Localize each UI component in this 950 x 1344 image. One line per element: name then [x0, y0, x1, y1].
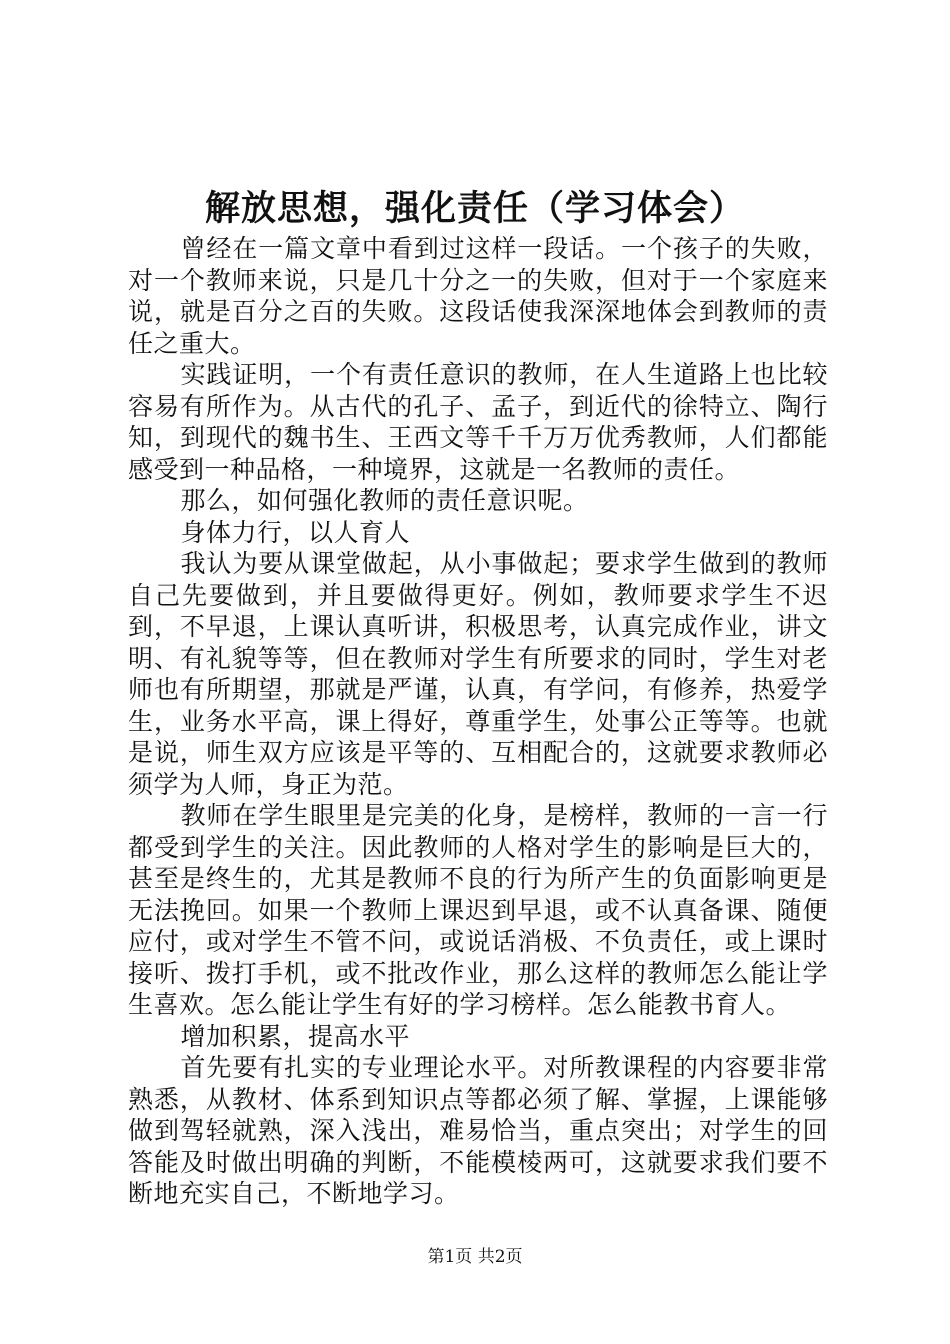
paragraph: 我认为要从课堂做起，从小事做起；要求学生做到的教师自己先要做到，并且要做得更好。例如，教师要求学生不迟到，不早退，上课认真听讲，积极思考，认真完成作业，讲文明、有礼貌等等，但在教师对学生有所要求的同时，学生对老师也有所期望，那就是严谨，认真，有学问，有修养，热爱学生，业务水平高，课上得好，尊重学生，处事公正等等。也就是说，师生双方应该是平等的、互相配合的，这就要求教师必须学为人师，身正为范。: [128, 549, 828, 799]
paragraph: 实践证明，一个有责任意识的教师，在人生道路上也比较容易有所作为。从古代的孔子、孟子，到近代的徐特立、陶行知，到现代的魏书生、王西文等千千万万优秀教师，人们都能感受到一种品格，一种境界，这就是一名教师的责任。: [128, 360, 828, 484]
document-body: [128, 233, 828, 1210]
paragraph: 那么，如何强化教师的责任意识呢。: [180, 486, 589, 515]
paragraph: 曾经在一篇文章中看到过这样一段话。一个孩子的失败，对一个教师来说，只是几十分之一的失败，但对于一个家庭来说，就是百分之百的失败。这段话使我深深地体会到教师的责任之重大。: [128, 234, 828, 358]
document-title: 解放思想，强化责任（学习体会）: [204, 188, 745, 229]
paragraph: 教师在学生眼里是完美的化身，是榜样，教师的一言一行都受到学生的关注。因此教师的人格对学生的影响是巨大的，甚至是终生的，尤其是教师不良的行为所产生的负面影响更是无法挽回。如果一个教师上课迟到早退，或不认真备课、随便应付，或对学生不管不问，或说话消极、不负责任，或上课时接听、拨打手机，或不批改作业，那么这样的教师怎么能让学生喜欢。怎么能让学生有好的学习榜样。怎么能教书育人。: [128, 801, 828, 1019]
section-heading: 增加积累，提高水平: [180, 1021, 411, 1051]
page-number-footer: 第1页 共2页: [427, 1247, 523, 1267]
paragraph: 首先要有扎实的专业理论水平。对所教课程的内容要非常熟悉，从教材、体系到知识点等都必须了解、掌握，上课能够做到驾轻就熟，深入浅出，难易恰当，重点突出；对学生的回答能及时做出明确的判断，不能模棱两可，这就要求我们要不断地充实自己，不断地学习。: [128, 1053, 828, 1208]
section-heading: 身体力行，以人育人: [180, 517, 411, 547]
